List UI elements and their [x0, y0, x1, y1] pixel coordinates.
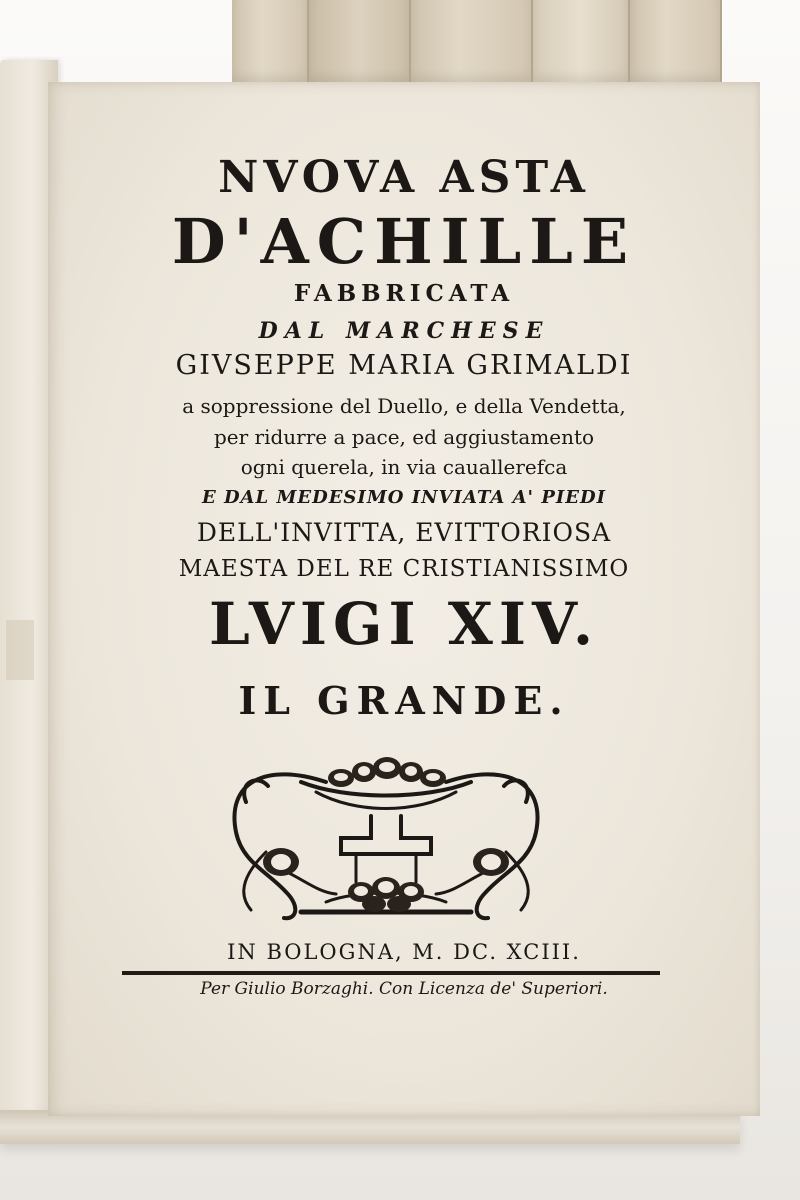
dedication-line-1: E DAL MEDESIMO INVIATA A' PIEDI — [201, 487, 607, 508]
books-in-background — [232, 0, 732, 84]
title-page — [48, 82, 760, 1116]
imprint-rule — [122, 971, 660, 975]
printer-line: Per Giulio Borzaghi. Con Licenza de' Superiori. — [200, 979, 608, 999]
author-name: GIVSEPPE MARIA GRIMALDI — [175, 350, 633, 381]
book-spine — [533, 0, 630, 84]
subtitle-line-3: ogni querela, in via cauallerefca — [240, 455, 568, 479]
subtitle-line-2: per ridurre a pace, ed aggiustamento — [213, 425, 595, 449]
subtitle-line-1: a soppressione del Duello, e della Vendetta, — [182, 394, 626, 418]
woodcut-fruit-bowl-ornament — [206, 742, 566, 932]
cover-stain — [6, 620, 34, 680]
dedication-line-2: DELL'INVITTA, EVITTORIOSA — [196, 518, 612, 547]
book-spine — [411, 0, 533, 84]
dedicatee-name: LVIGI XIV. — [208, 590, 600, 658]
title-line-dal-marchese: DAL MARCHESE — [258, 318, 550, 344]
dedication-line-3: MAESTA DEL RE CRISTIANISSIMO — [178, 556, 630, 582]
dedicatee-epithet: IL GRANDE. — [238, 678, 570, 723]
title-line-fabbricata: FABBRICATA — [293, 280, 515, 307]
title-line-achille: D'ACHILLE — [171, 205, 637, 278]
imprint-place-date: IN BOLOGNA, M. DC. XCIII. — [227, 940, 581, 964]
book-spine — [232, 0, 309, 84]
book-spine — [309, 0, 411, 84]
title-line-nuova-asta: NVOVA ASTA — [218, 152, 590, 203]
book-spine — [630, 0, 722, 84]
